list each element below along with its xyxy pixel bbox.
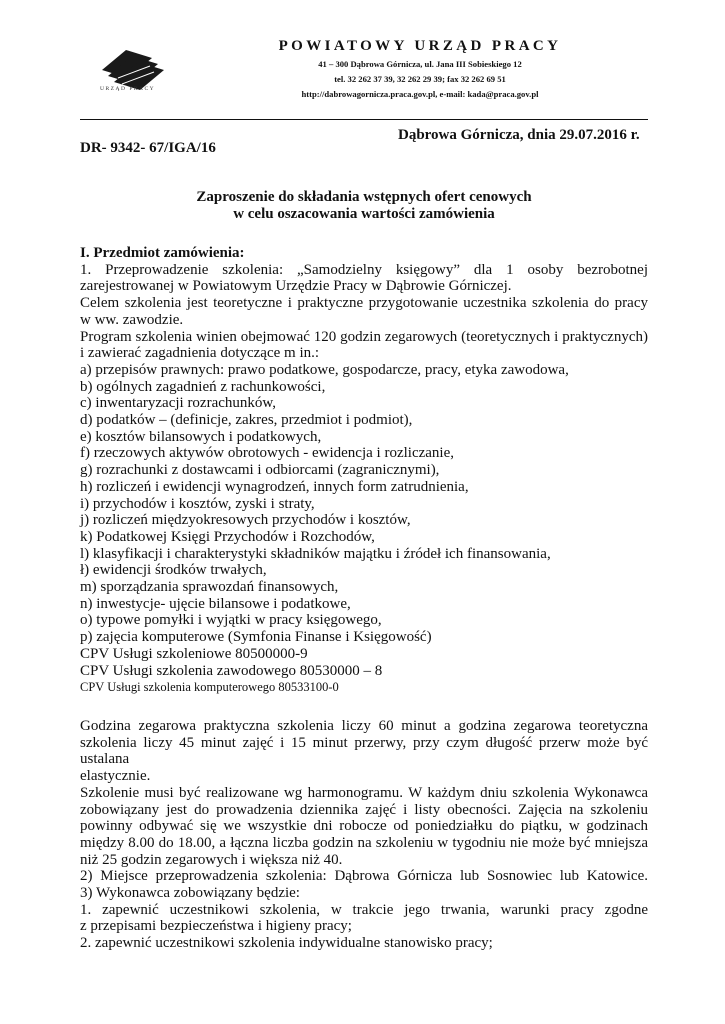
topic-item: d) podatków – (definicje, zakres, przedmiot i podmiot), [80,412,413,429]
goal-line-2: w ww. zawodzie. [80,311,184,328]
topic-item: f) rzeczowych aktywów obrotowych - ewidencja i rozliczanie, [80,445,454,462]
schedule-line-3: powinny odbywać się we wszystkie dni robocze od poniedziałku do piątku, w godzinach [80,818,648,835]
cpv-line-3: CPV Usługi szkolenia komputerowego 80533100-0 [80,680,339,695]
cpv-line-1: CPV Usługi szkoleniowe 80500000-9 [80,645,308,662]
schedule-line-4: między 8.00 do 18.00, a łączna liczba godzin na szkoleniu w tygodniu nie może być mniejsza [80,834,648,851]
office-web: http://dabrowagornicza.praca.gov.pl, e-mail: kada@praca.gov.pl [301,89,539,99]
topic-item: c) inwentaryzacji rozrachunków, [80,395,277,412]
program-line-1: Program szkolenia winien obejmować 120 godzin zegarowych (teoretycznych i praktycznych) [80,328,648,345]
schedule-line-1: Szkolenie musi być realizowane wg harmonogramu. W każdym dniu szkolenia Wykonawca [80,784,648,801]
hours-line-3: elastycznie. [80,768,151,785]
topic-item: h) rozliczeń i ewidencji wynagrodzeń, innych form zatrudnienia, [80,478,469,495]
topic-item: e) kosztów bilansowych i podatkowych, [80,428,322,445]
duty-1-line-2: z przepisami bezpieczeństwa i higieny pracy; [80,918,352,935]
hours-line-1: Godzina zegarowa praktyczna szkolenia liczy 60 minut a godzina zegarowa teoretyczna [80,717,648,734]
topic-item: l) klasyfikacji i charakterystyki składników majątku i źródeł ich finansowania, [80,545,551,562]
section-heading: I. Przedmiot zamówienia: [80,245,245,261]
topic-item: n) inwestycje- ujęcie bilansowe i podatkowe, [80,595,351,612]
header-divider [80,119,648,120]
title-line-1: Zaproszenie do składania wstępnych ofert cenowych [196,189,532,205]
topic-item: k) Podatkowej Księgi Przychodów i Rozchodów, [80,528,375,545]
program-line-2: i zawierać zagadnienia dotyczące m in.: [80,345,320,362]
intro-line-2: zarejestrowanej w Powiatowym Urzędzie Pracy w Dąbrowie Górniczej. [80,278,512,295]
case-number: DR- 9342- 67/IGA/16 [80,140,216,156]
place-line: 2) Miejsce przeprowadzenia szkolenia: Dąbrowa Górnicza lub Sosnowiec lub Katowice. [80,868,648,885]
topic-item: i) przychodów i kosztów, zyski i straty, [80,495,315,512]
duty-2-line-1: 2. zapewnić uczestnikowi szkolenia indywidualne stanowisko pracy; [80,935,493,952]
paragraph-gap [80,696,648,718]
hours-line-2: szkolenia liczy 45 minut zajęć i 15 minut przerwy, przy czym długość przerw może być ustalana [80,734,648,768]
document-title [80,189,648,223]
topic-item: a) przepisów prawnych: prawo podatkowe, gospodarcze, pracy, etyka zawodowa, [80,361,569,378]
intro-line-1: 1. Przeprowadzenie szkolenia: „Samodzielny księgowy” dla 1 osoby bezrobotnej [80,261,648,278]
title-line-2: w celu oszacowania wartości zamówienia [233,206,495,222]
office-phone: tel. 32 262 37 39, 32 262 29 39; fax 32 262 69 51 [334,74,506,84]
goal-line-1: Celem szkolenia jest teoretyczne i praktyczne przygotowanie uczestnika szkolenia do pracy [80,295,648,312]
topic-item: g) rozrachunki z dostawcami i odbiorcami (zagranicznymi), [80,462,440,479]
office-name: POWIATOWY URZĄD PRACY [278,38,562,54]
cpv-line-2: CPV Usługi szkolenia zawodowego 80530000 – 8 [80,662,383,679]
logo-caption: URZĄD PRACY [100,86,156,92]
topic-item: b) ogólnych zagadnień z rachunkowości, [80,378,326,395]
document-body [80,245,648,952]
schedule-line-2: zobowiązany jest do prowadzenia dziennika zajęć i listy obecności. Zajęcia na szkoleniu [80,801,648,818]
office-address: 41 – 300 Dąbrowa Górnicza, ul. Jana III Sobieskiego 12 [318,59,522,69]
office-logo [88,40,178,104]
place-date: Dąbrowa Górnicza, dnia 29.07.2016 r. [398,127,640,143]
schedule-line-5: niż 25 godzin zegarowych i większa niż 40. [80,851,343,868]
topic-item: p) zajęcia komputerowe (Symfonia Finanse i Księgowość) [80,629,432,646]
topic-item: o) typowe pomyłki i wyjątki w pracy księgowego, [80,612,382,629]
topic-item: m) sporządzania sprawozdań finansowych, [80,579,339,596]
letterhead [205,38,635,100]
topic-item: ł) ewidencji środków trwałych, [80,562,267,579]
contractor-line: 3) Wykonawca zobowiązany będzie: [80,885,300,902]
topic-item: j) rozliczeń międzyokresowych przychodów i kosztów, [80,512,411,529]
duty-1-line-1: 1. zapewnić uczestnikowi szkolenia, w trakcie jego trwania, warunki pracy zgodne [80,901,648,918]
